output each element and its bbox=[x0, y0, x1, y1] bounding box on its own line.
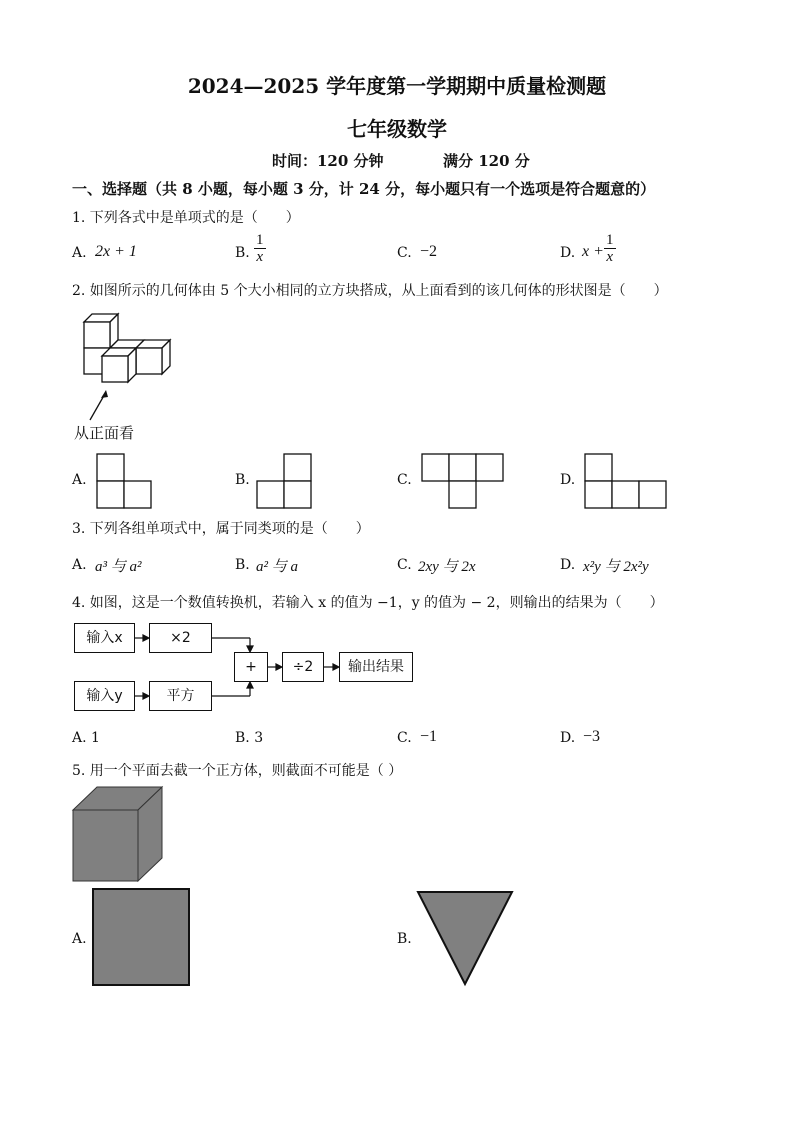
exam-score: 满分 120 分 bbox=[443, 152, 530, 170]
q1-option-d-pre: x + bbox=[582, 243, 604, 260]
q3-option-d-label: D. bbox=[560, 557, 576, 573]
q3-option-a-label: A. bbox=[72, 557, 87, 573]
question-2-text: 2. 如图所示的几何体由 5 个大小相同的立方块搭成，从上面看到的该几何体的形状图是（ ） bbox=[72, 283, 668, 299]
q2-option-b-label: B. bbox=[235, 472, 250, 488]
q5-option-a-square bbox=[92, 888, 190, 986]
flow-box-square: 平方 bbox=[149, 681, 212, 711]
fraction-numerator: 1 bbox=[256, 232, 264, 248]
q3-option-a-expr: a³ 与 a² bbox=[95, 559, 142, 575]
q1-option-c-label: C. bbox=[397, 245, 412, 261]
q5-cube-figure bbox=[72, 786, 166, 882]
flow-box-plus: + bbox=[234, 652, 268, 682]
q4-option-c-expr: −1 bbox=[420, 728, 438, 745]
q4-option-b-label: B. 3 bbox=[235, 730, 264, 746]
q4-option-c-label: C. bbox=[397, 730, 412, 746]
fraction-denominator: x bbox=[606, 249, 614, 265]
q2-view-caption: 从正面看 bbox=[74, 424, 135, 442]
flow-box-input-x: 输入x bbox=[74, 623, 135, 653]
q5-option-a-label: A. bbox=[72, 931, 87, 947]
q3-option-d-expr: x²y 与 2x²y bbox=[583, 559, 649, 575]
q5-option-b-triangle bbox=[416, 890, 514, 986]
q2-option-c-label: C. bbox=[397, 472, 412, 488]
flow-box-input-y: 输入y bbox=[74, 681, 135, 711]
flow-box-divide-2: ÷2 bbox=[282, 652, 324, 682]
q5-option-b-label: B. bbox=[397, 931, 412, 947]
exam-subtitle: 七年级数学 bbox=[347, 117, 447, 141]
exam-time: 时间：120 分钟 bbox=[272, 152, 384, 170]
question-3-text: 3. 下列各组单项式中，属于同类项的是（ ） bbox=[72, 521, 370, 537]
q1-option-c-expr: −2 bbox=[420, 243, 438, 260]
question-5-text: 5. 用一个平面去截一个正方体，则截面不可能是（ ） bbox=[72, 763, 403, 779]
question-4-text: 4. 如图，这是一个数值转换机，若输入 x 的值为 −1，y 的值为 − 2，则输出的结果为（ ） bbox=[72, 595, 664, 611]
flow-box-output: 输出结果 bbox=[339, 652, 413, 682]
section-heading: 一、选择题（共 8 小题，每小题 3 分，计 24 分，每小题只有一个选项是符合题意的） bbox=[72, 180, 656, 198]
q3-option-b-label: B. bbox=[235, 557, 250, 573]
q4-option-a-label: A. 1 bbox=[72, 730, 100, 746]
q2-option-d-label: D. bbox=[560, 472, 576, 488]
q4-option-d-label: D. bbox=[560, 730, 576, 746]
q3-option-c-expr: 2xy 与 2x bbox=[418, 559, 476, 575]
fraction-denominator: x bbox=[256, 249, 264, 265]
q1-option-d-label: D. bbox=[560, 245, 576, 261]
q3-option-c-label: C. bbox=[397, 557, 412, 573]
exam-title: 2024—2025 学年度第一学期期中质量检测题 bbox=[187, 74, 607, 98]
q2-option-a-label: A. bbox=[72, 472, 87, 488]
fraction-numerator: 1 bbox=[606, 232, 614, 248]
q1-option-a-expr: 2x + 1 bbox=[95, 243, 137, 260]
q3-option-b-expr: a² 与 a bbox=[256, 559, 298, 575]
question-1-text: 1. 下列各式中是单项式的是（ ） bbox=[72, 210, 300, 226]
q1-option-a-label: A. bbox=[72, 245, 87, 261]
q4-option-d-expr: −3 bbox=[583, 728, 601, 745]
flow-box-times-2: ×2 bbox=[149, 623, 212, 653]
q1-option-b-label: B. bbox=[235, 245, 250, 261]
